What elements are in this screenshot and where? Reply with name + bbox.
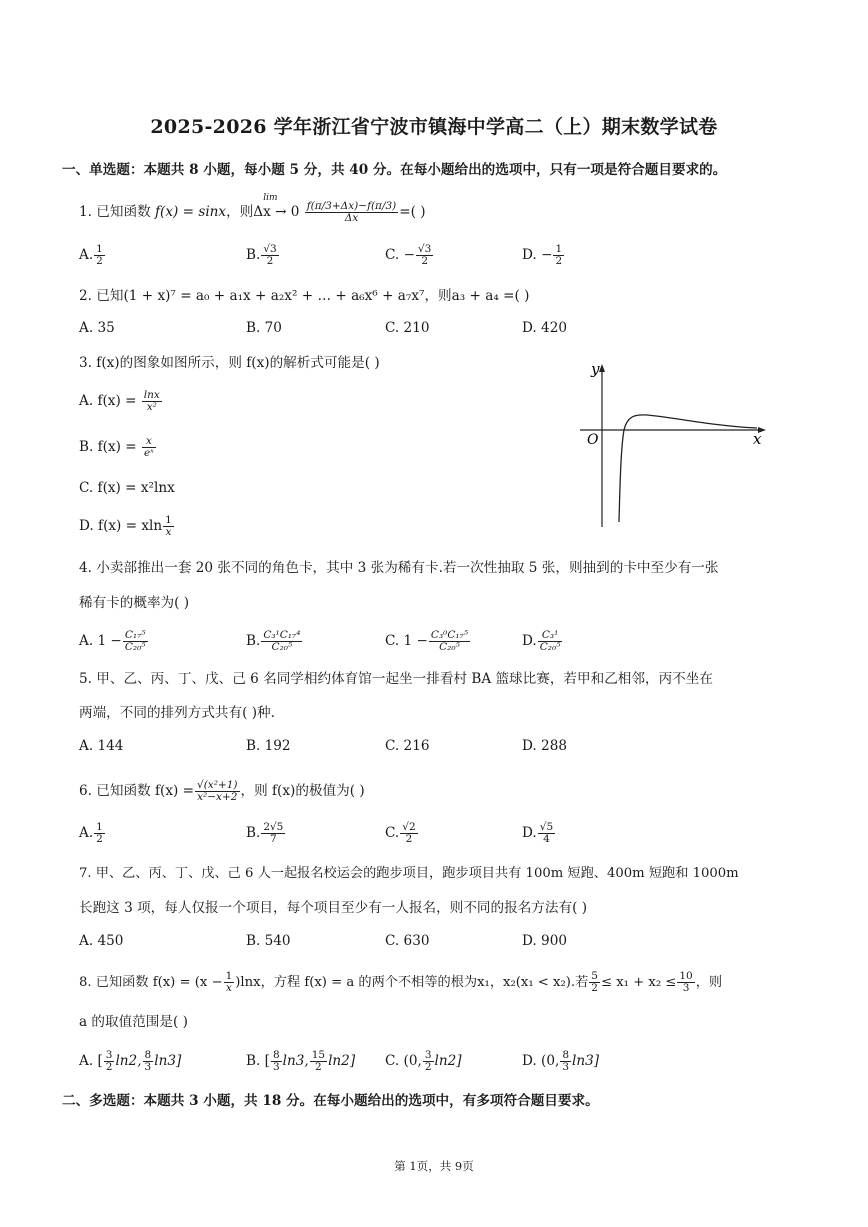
option-num: 8 — [562, 1049, 570, 1061]
q8-frac2-num: 5 — [591, 970, 598, 982]
q6-den: x²−x+2 — [197, 791, 238, 803]
option-label: C. — [385, 247, 400, 263]
option-num: lnx — [143, 389, 160, 401]
q4-option-b[interactable] — [246, 630, 303, 653]
option-den: 2 — [315, 1061, 322, 1073]
option-num: √5 — [539, 821, 554, 833]
q8-frac2-den: 2 — [591, 982, 598, 994]
option-den: 2 — [96, 255, 103, 267]
q3-function-graph — [572, 362, 772, 532]
option-label: A. — [79, 825, 94, 841]
q8-part-b: )lnx，方程 f(x) = a 的两个不相等的根为x₁，x₂(x₁ < x₂).若 — [235, 975, 589, 990]
question-8-line1 — [79, 971, 722, 994]
q1-fraction — [305, 201, 399, 224]
y-axis-label: y — [591, 362, 600, 378]
option-text: ln3] — [154, 1053, 182, 1069]
q1-mid: ，则 — [226, 204, 254, 220]
option-label: D. — [522, 247, 537, 263]
option-num: 8 — [272, 1049, 280, 1061]
q8-frac1-num: 1 — [225, 970, 233, 982]
q7-option-a[interactable]: A. 450 — [79, 933, 124, 949]
question-1 — [79, 193, 426, 224]
option-den: eˣ — [143, 447, 154, 459]
option-label: A. 1 − — [79, 633, 122, 649]
q1-den: Δx — [344, 212, 359, 224]
option-label: A. — [79, 247, 94, 263]
option-num: 8 — [144, 1049, 152, 1061]
q1-options — [79, 244, 779, 270]
option-text: ln3, — [282, 1053, 309, 1069]
question-2: 2. 已知(1 + x)⁷ = a₀ + a₁x + a₂x² + … + a₆x⁶ + a₇x⁷，则a₃ + a₄ =( ) — [79, 288, 530, 304]
q3-option-d[interactable] — [79, 515, 175, 538]
q8-part-d: ，则 — [695, 975, 723, 990]
option-num: 1 — [555, 243, 563, 255]
option-den: x — [165, 526, 172, 538]
question-5-line1: 5. 甲、乙、丙、丁、戊、己 6 名同学相约体育馆一起坐一排看村 BA 篮球比赛，若甲和乙相邻，丙不坐在 — [79, 671, 713, 687]
q2-option-a[interactable]: A. 35 — [79, 320, 115, 336]
q7-option-d[interactable]: D. 900 — [522, 933, 568, 949]
q1-prefix: 1. 已知函数 — [79, 204, 155, 220]
option-label: C. — [385, 825, 400, 841]
option-label: A. [ — [79, 1053, 103, 1069]
option-text: ln2] — [328, 1053, 356, 1069]
option-num: x — [142, 436, 156, 448]
question-5-line2: 两端，不同的排列方式共有( )种. — [79, 705, 275, 721]
q7-options — [79, 933, 779, 959]
option-num: 2√5 — [263, 821, 284, 833]
section-1-heading: 一、单选题：本题共 8 小题，每小题 5 分，共 40 分。在每小题给出的选项中，只有一项是符合题目要求的。 — [62, 162, 727, 178]
question-8-line2: a 的取值范围是( ) — [79, 1014, 188, 1030]
option-num: 1 — [165, 514, 172, 526]
option-label: B. [ — [246, 1053, 270, 1069]
q8-frac3-den: 3 — [682, 982, 690, 994]
option-num: √3 — [417, 243, 432, 255]
option-den: C₂₀⁵ — [271, 641, 293, 653]
q6-options — [79, 822, 779, 848]
option-num: C₃¹C₁₇⁴ — [263, 629, 301, 641]
q8-options — [79, 1050, 779, 1076]
question-7-line2: 长跑这 3 项，每人仅报一个项目，每个项目至少有一人报名，则不同的报名方法有( ) — [79, 900, 587, 916]
option-text: ln2, — [115, 1053, 142, 1069]
q4-option-a[interactable] — [79, 630, 149, 653]
q8-option-b[interactable] — [246, 1050, 355, 1073]
option-label: B. — [246, 247, 261, 263]
q2-option-c[interactable]: C. 210 — [385, 320, 430, 336]
option-sign: − — [541, 247, 553, 263]
option-den: 4 — [543, 833, 550, 845]
option-num: √2 — [402, 821, 416, 833]
option-den: 3 — [562, 1061, 570, 1073]
q6-num: √(x²+1) — [197, 779, 238, 791]
option-den: 3 — [272, 1061, 280, 1073]
option-text: B. f(x) = — [79, 439, 141, 455]
q1-fx: f(x) = sinx — [155, 204, 227, 220]
q5-options — [79, 738, 779, 764]
option-den: 2 — [555, 255, 563, 267]
option-den: x² — [146, 401, 157, 413]
q5-option-d[interactable]: D. 288 — [522, 738, 568, 754]
q8-frac1-den: x — [225, 982, 232, 994]
section-2-heading: 二、多选题：本题共 3 小题，共 18 分。在每小题给出的选项中，有多项符合题目要求。 — [62, 1093, 599, 1109]
q6-option-b[interactable] — [246, 822, 286, 845]
option-sign: − — [403, 247, 415, 263]
y-axis-arrow — [599, 364, 605, 372]
exam-title: 2025-2026 学年浙江省宁波市镇海中学高二（上）期末数学试卷 — [150, 116, 718, 138]
q2-option-b[interactable]: B. 70 — [246, 320, 282, 336]
q1-num: f(π/3+Δx)−f(π/3) — [306, 200, 397, 212]
option-label: C. 1 − — [385, 633, 428, 649]
option-num: 1 — [96, 243, 103, 255]
q8-part-a: 8. 已知函数 f(x) = (x − — [79, 975, 223, 990]
q1-suffix: =( ) — [399, 204, 426, 220]
function-curve — [619, 415, 757, 522]
option-num: 15 — [311, 1049, 326, 1061]
option-den: 2 — [96, 833, 103, 845]
question-4-line2: 稀有卡的概率为( ) — [79, 595, 190, 611]
q2-option-d[interactable]: D. 420 — [522, 320, 568, 336]
option-num: 3 — [105, 1049, 113, 1061]
question-4-line1: 4. 小卖部推出一套 20 张不同的角色卡，其中 3 张为稀有卡.若一次性抽取 5 张，则抽到的卡中至少有一张 — [79, 560, 719, 576]
origin-label: O — [587, 432, 599, 448]
option-den: C₂₀⁵ — [539, 641, 561, 653]
page-footer: 第 1页，共 9页 — [394, 1159, 474, 1173]
q1-limit — [253, 193, 300, 222]
option-label: B. — [246, 633, 261, 649]
option-text: A. f(x) = — [79, 393, 141, 409]
option-den: 3 — [144, 1061, 152, 1073]
q7-option-c[interactable]: C. 630 — [385, 933, 430, 949]
q8-option-d[interactable] — [522, 1050, 599, 1073]
question-6 — [79, 780, 365, 803]
q2-options — [79, 320, 779, 346]
option-den: C₂₀⁵ — [439, 641, 460, 653]
q8-part-c: ≤ x₁ + x₂ ≤ — [600, 975, 677, 990]
option-den: 2 — [105, 1061, 113, 1073]
option-num: 1 — [96, 821, 103, 833]
q5-option-b[interactable]: B. 192 — [246, 738, 291, 754]
q4-option-c[interactable] — [385, 630, 471, 653]
option-den: 7 — [270, 833, 277, 845]
option-label: D. (0, — [522, 1053, 560, 1069]
q6-option-a[interactable] — [79, 822, 106, 845]
option-den: 2 — [424, 1061, 432, 1073]
option-den: 2 — [421, 255, 428, 267]
q1-lim-word: lim — [263, 193, 278, 203]
q1-option-c[interactable] — [385, 244, 434, 267]
option-num: C₃¹ — [538, 630, 563, 642]
q3-option-c[interactable]: C. f(x) = x²lnx — [79, 480, 175, 496]
option-den: 2 — [405, 833, 413, 845]
q1-option-a[interactable] — [79, 244, 106, 267]
question-7-line1: 7. 甲、乙、丙、丁、戊、己 6 人一起报名校运会的跑步项目，跑步项目共有 100m 短跑、400m 短跑和 1000m — [79, 866, 739, 881]
q7-option-b[interactable]: B. 540 — [246, 933, 291, 949]
q6-option-d[interactable] — [522, 822, 556, 845]
option-den: 2 — [266, 255, 274, 267]
option-num: C₁₇⁵ — [124, 629, 146, 641]
q3-option-b[interactable] — [79, 436, 157, 459]
q6-suffix: ，则 f(x)的极值为( ) — [240, 783, 365, 799]
q1-option-b[interactable] — [246, 244, 280, 267]
option-text: D. f(x) = xln — [79, 518, 163, 534]
option-label: C. (0, — [385, 1053, 422, 1069]
x-axis-label: x — [753, 430, 762, 448]
option-text: ln3] — [572, 1053, 600, 1069]
option-label: D. — [522, 633, 537, 649]
q8-frac3-num: 10 — [679, 970, 693, 982]
option-den: C₂₀⁵ — [124, 641, 146, 653]
q1-lim-var: Δx → 0 — [253, 204, 300, 220]
q5-option-c[interactable]: C. 216 — [385, 738, 430, 754]
q8-option-c[interactable] — [385, 1050, 462, 1073]
q6-option-c[interactable] — [385, 822, 419, 845]
q8-option-a[interactable] — [79, 1050, 181, 1073]
option-num: 3 — [424, 1049, 432, 1061]
q4-options — [79, 630, 779, 656]
q1-option-d[interactable] — [522, 244, 565, 267]
option-label: D. — [522, 825, 537, 841]
q5-option-a[interactable]: A. 144 — [79, 738, 124, 754]
question-3: 3. f(x)的图象如图所示，则 f(x)的解析式可能是( ) — [79, 355, 380, 371]
option-label: B. — [246, 825, 261, 841]
option-num: C₃⁰C₁₇⁵ — [430, 629, 469, 641]
option-num: √3 — [263, 243, 277, 255]
q4-option-d[interactable] — [522, 630, 563, 653]
option-text: ln2] — [434, 1053, 462, 1069]
q3-option-a[interactable] — [79, 390, 163, 413]
q6-prefix: 6. 已知函数 f(x) = — [79, 783, 195, 799]
